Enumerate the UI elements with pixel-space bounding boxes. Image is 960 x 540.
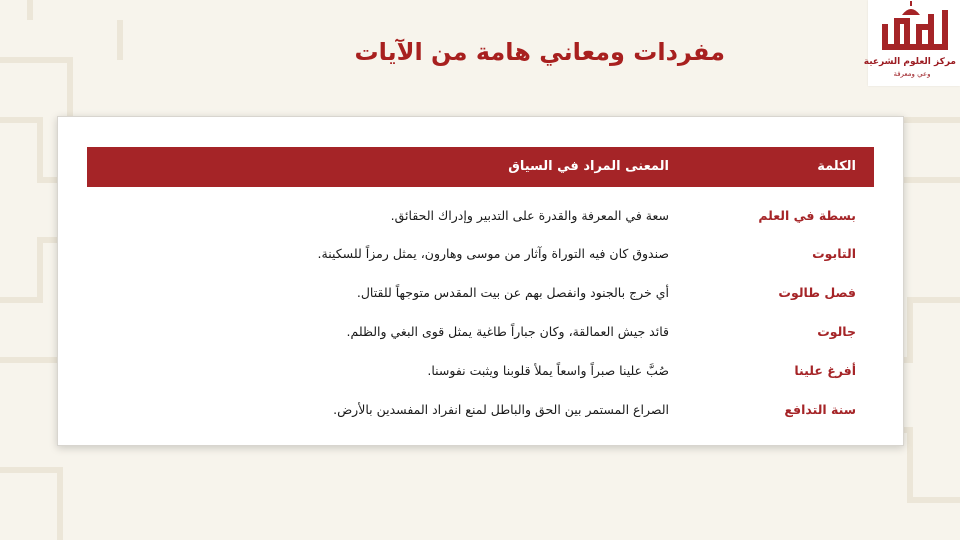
slide-title: مفردات ومعاني هامة من الآيات <box>354 38 725 66</box>
row-word: أفرغ علينا <box>794 363 856 378</box>
table-row <box>87 197 874 235</box>
table-row <box>87 391 874 429</box>
logo-tagline: وعي ومعرفة <box>893 70 931 78</box>
row-meaning: صندوق كان فيه التوراة وآثار من موسى وهارون، يمثل رمزاً للسكينة. <box>317 246 669 261</box>
table-row <box>87 352 874 390</box>
row-word: فصل طالوت <box>778 285 856 300</box>
row-word: جالوت <box>817 324 856 339</box>
logo-subtitle: مركز العلوم الشرعية <box>863 57 956 67</box>
vocabulary-card <box>57 116 904 446</box>
row-meaning: قائد جيش العمالقة، وكان جباراً طاغية يمثل قوى البغي والظلم. <box>346 324 669 339</box>
row-word: سنة التدافع <box>784 402 856 417</box>
table-row <box>87 235 874 273</box>
logo-mark-icon <box>868 0 960 60</box>
header-meaning: المعنى المراد في السياق <box>508 159 669 174</box>
row-word: التابوت <box>812 246 856 261</box>
table-header <box>87 147 874 187</box>
table-row <box>87 274 874 312</box>
row-meaning: سعة في المعرفة والقدرة على التدبير وإدراك الحقائق. <box>390 208 669 223</box>
table-row <box>87 313 874 351</box>
row-meaning: الصراع المستمر بين الحق والباطل لمنع انفراد المفسدين بالأرض. <box>333 402 669 417</box>
row-meaning: أي خرج بالجنود وانفصل بهم عن بيت المقدس متوجهاً للقتال. <box>356 285 669 300</box>
header-word: الكلمة <box>817 159 856 174</box>
logo <box>863 0 960 86</box>
row-word: بسطة في العلم <box>758 208 856 223</box>
row-meaning: صُبَّ علينا صبراً واسعاً يملأ قلوبنا ويثبت نفوسنا. <box>427 363 669 378</box>
